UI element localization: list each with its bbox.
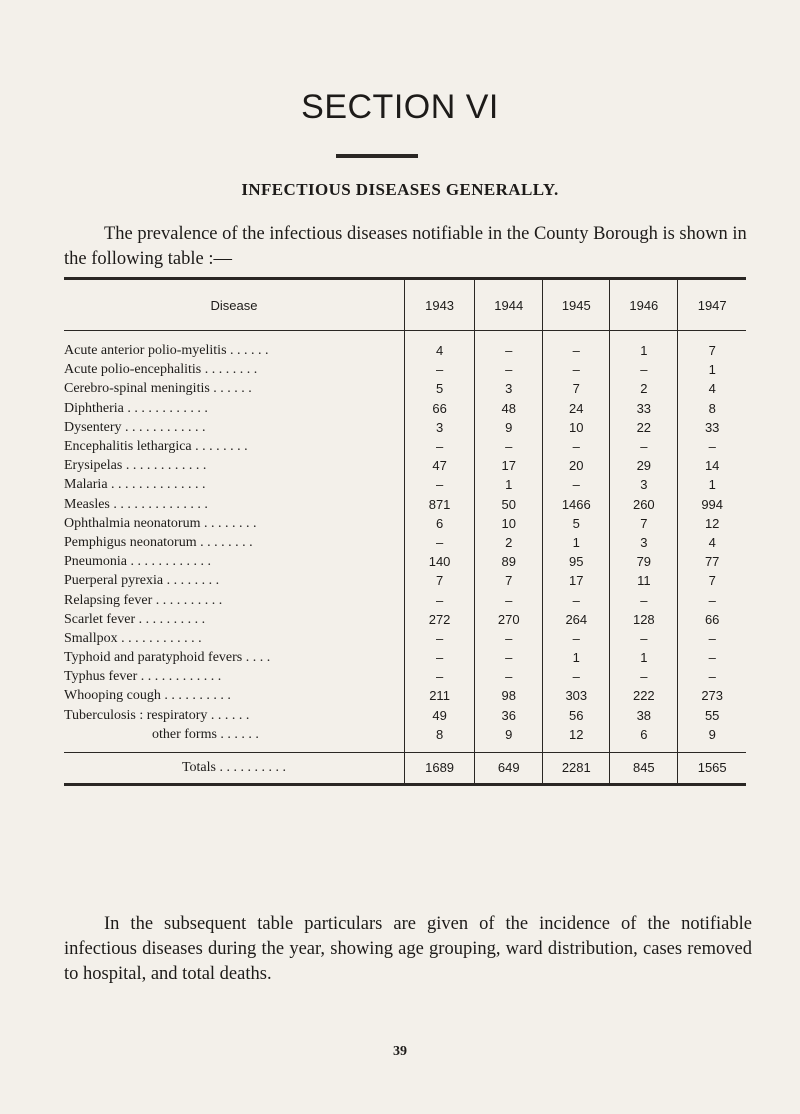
disease-name: Relapsing fever . . . . . . . . . . [64, 592, 223, 608]
disease-name: Diphtheria . . . . . . . . . . . . [64, 400, 208, 416]
cell-value: – [475, 648, 543, 667]
cell-value: 270 [475, 610, 543, 629]
table-row [64, 379, 746, 398]
header-1947: 1947 [678, 279, 746, 331]
table-row [64, 456, 746, 475]
disease-name: other forms . . . . . . [152, 726, 259, 742]
table-row [64, 667, 746, 686]
cell-value: 77 [678, 552, 746, 571]
cell-value: 5 [543, 514, 610, 533]
disease-name: Malaria . . . . . . . . . . . . . . [64, 477, 206, 493]
header-1946: 1946 [610, 279, 678, 331]
table-row [64, 686, 746, 705]
cell-value: – [610, 590, 678, 609]
cell-value: 222 [610, 686, 678, 705]
cell-value: 48 [475, 399, 543, 418]
cell-value: – [678, 437, 746, 456]
cell-value: – [404, 360, 474, 379]
cell-value: – [543, 331, 610, 361]
cell-value: – [610, 437, 678, 456]
diseases-table-wrapper [64, 277, 746, 857]
cell-value: – [543, 590, 610, 609]
cell-value: 303 [543, 686, 610, 705]
disease-name: Typhus fever . . . . . . . . . . . . [64, 669, 222, 685]
cell-value: – [404, 437, 474, 456]
table-row [64, 552, 746, 571]
cell-value: 1 [610, 331, 678, 361]
cell-value: 4 [678, 379, 746, 398]
cell-value: 1 [543, 533, 610, 552]
cell-value: 10 [543, 418, 610, 437]
cell-value: – [543, 667, 610, 686]
disease-name: Acute polio-encephalitis . . . . . . . . [64, 362, 258, 378]
header-1945: 1945 [543, 279, 610, 331]
cell-value: 12 [678, 514, 746, 533]
outro-paragraph: In the subsequent table particulars are given of the incidence of the notifiable infectious diseases during the year, showing age grouping, ward distribution, cases removed to hospital, and total deaths. [64, 914, 752, 984]
table-row [64, 437, 746, 456]
section-subtitle: INFECTIOUS DISEASES GENERALLY. [241, 180, 559, 199]
header-1944: 1944 [475, 279, 543, 331]
cell-value: 17 [475, 456, 543, 475]
totals-row [64, 752, 746, 784]
cell-value: 871 [404, 495, 474, 514]
cell-value: – [475, 667, 543, 686]
cell-value: 6 [610, 725, 678, 753]
cell-value: 211 [404, 686, 474, 705]
cell-value: 273 [678, 686, 746, 705]
cell-value: 5 [404, 379, 474, 398]
cell-value: 9 [678, 725, 746, 753]
cell-value: 7 [543, 379, 610, 398]
cell-value: 20 [543, 456, 610, 475]
cell-value: – [610, 667, 678, 686]
cell-value: – [678, 629, 746, 648]
cell-value: 1 [610, 648, 678, 667]
disease-name: Scarlet fever . . . . . . . . . . [64, 611, 206, 627]
table-row [64, 418, 746, 437]
cell-value: – [404, 648, 474, 667]
cell-value: 95 [543, 552, 610, 571]
title-rule [336, 154, 418, 158]
table-row [64, 590, 746, 609]
table-row [64, 533, 746, 552]
table-row [64, 399, 746, 418]
totals-value: 1689 [404, 752, 474, 784]
cell-value: – [475, 331, 543, 361]
cell-value: 264 [543, 610, 610, 629]
totals-value: 1565 [678, 752, 746, 784]
cell-value: 89 [475, 552, 543, 571]
cell-value: 50 [475, 495, 543, 514]
cell-value: – [543, 437, 610, 456]
cell-value: 7 [475, 571, 543, 590]
cell-value: 2 [610, 379, 678, 398]
cell-value: 128 [610, 610, 678, 629]
disease-name: Tuberculosis : respiratory . . . . . . [64, 707, 250, 723]
table-row [64, 610, 746, 629]
header-row [64, 279, 746, 331]
cell-value: 66 [404, 399, 474, 418]
cell-value: 55 [678, 706, 746, 725]
table-row [64, 571, 746, 590]
cell-value: – [404, 667, 474, 686]
cell-value: – [404, 590, 474, 609]
cell-value: – [404, 533, 474, 552]
cell-value: 7 [678, 331, 746, 361]
table-row [64, 514, 746, 533]
cell-value: – [678, 667, 746, 686]
cell-value: 8 [678, 399, 746, 418]
table-header [64, 279, 746, 331]
cell-value: – [475, 360, 543, 379]
cell-value: 140 [404, 552, 474, 571]
disease-name: Measles . . . . . . . . . . . . . . [64, 496, 208, 512]
table-row [64, 495, 746, 514]
table-row [64, 648, 746, 667]
cell-value: 1466 [543, 495, 610, 514]
cell-value: 1 [475, 475, 543, 494]
cell-value: 3 [475, 379, 543, 398]
cell-value: 29 [610, 456, 678, 475]
table-row [64, 706, 746, 725]
cell-value: – [543, 360, 610, 379]
cell-value: 1 [678, 475, 746, 494]
cell-value: 38 [610, 706, 678, 725]
cell-value: 7 [610, 514, 678, 533]
cell-value: – [404, 629, 474, 648]
table-row [64, 725, 746, 753]
cell-value: 6 [404, 514, 474, 533]
cell-value: 49 [404, 706, 474, 725]
cell-value: 260 [610, 495, 678, 514]
cell-value: 994 [678, 495, 746, 514]
cell-value: 98 [475, 686, 543, 705]
page-number: 39 [393, 1044, 407, 1059]
cell-value: 1 [678, 360, 746, 379]
cell-value: – [404, 475, 474, 494]
disease-name: Puerperal pyrexia . . . . . . . . [64, 573, 220, 589]
table-footer [64, 752, 746, 784]
cell-value: – [475, 629, 543, 648]
header-disease: Disease [64, 279, 404, 331]
totals-value: 2281 [543, 752, 610, 784]
totals-value: 649 [475, 752, 543, 784]
cell-value: 47 [404, 456, 474, 475]
cell-value: 66 [678, 610, 746, 629]
disease-name: Cerebro-spinal meningitis . . . . . . [64, 381, 252, 397]
cell-value: 17 [543, 571, 610, 590]
cell-value: – [543, 475, 610, 494]
disease-name: Ophthalmia neonatorum . . . . . . . . [64, 515, 257, 531]
cell-value: 24 [543, 399, 610, 418]
cell-value: 2 [475, 533, 543, 552]
section-title: SECTION VI [301, 88, 499, 126]
disease-name: Smallpox . . . . . . . . . . . . [64, 630, 202, 646]
cell-value: 9 [475, 418, 543, 437]
cell-value: 14 [678, 456, 746, 475]
cell-value: – [678, 590, 746, 609]
cell-value: – [475, 437, 543, 456]
cell-value: 12 [543, 725, 610, 753]
intro-paragraph: The prevalence of the infectious diseases notifiable in the County Borough is shown in the following table :— [64, 224, 747, 269]
table-body [64, 331, 746, 753]
cell-value: 36 [475, 706, 543, 725]
cell-value: 56 [543, 706, 610, 725]
totals-label: Totals . . . . . . . . . . [64, 752, 404, 784]
cell-value: 11 [610, 571, 678, 590]
table-row [64, 360, 746, 379]
table-row [64, 331, 746, 361]
cell-value: – [543, 629, 610, 648]
cell-value: 4 [678, 533, 746, 552]
cell-value: 272 [404, 610, 474, 629]
disease-name: Whooping cough . . . . . . . . . . [64, 688, 231, 704]
cell-value: 22 [610, 418, 678, 437]
disease-name: Pemphigus neonatorum . . . . . . . . [64, 534, 253, 550]
disease-name: Typhoid and paratyphoid fevers . . . . [64, 650, 271, 666]
cell-value: 3 [610, 533, 678, 552]
table-row [64, 629, 746, 648]
diseases-table [64, 277, 746, 786]
cell-value: 79 [610, 552, 678, 571]
disease-name: Dysentery . . . . . . . . . . . . [64, 419, 206, 435]
disease-name: Pneumonia . . . . . . . . . . . . [64, 554, 211, 570]
cell-value: 1 [543, 648, 610, 667]
cell-value: 3 [404, 418, 474, 437]
cell-value: 3 [610, 475, 678, 494]
cell-value: 9 [475, 725, 543, 753]
cell-value: – [678, 648, 746, 667]
cell-value: – [475, 590, 543, 609]
disease-name: Erysipelas . . . . . . . . . . . . [64, 458, 207, 474]
cell-value: 33 [678, 418, 746, 437]
cell-value: – [610, 360, 678, 379]
table-row [64, 475, 746, 494]
cell-value: 33 [610, 399, 678, 418]
header-1943: 1943 [404, 279, 474, 331]
cell-value: 7 [404, 571, 474, 590]
cell-value: 4 [404, 331, 474, 361]
disease-name: Acute anterior polio-myelitis . . . . . . [64, 343, 269, 359]
cell-value: – [610, 629, 678, 648]
disease-name: Encephalitis lethargica . . . . . . . . [64, 439, 248, 455]
cell-value: 7 [678, 571, 746, 590]
totals-value: 845 [610, 752, 678, 784]
cell-value: 10 [475, 514, 543, 533]
cell-value: 8 [404, 725, 474, 753]
